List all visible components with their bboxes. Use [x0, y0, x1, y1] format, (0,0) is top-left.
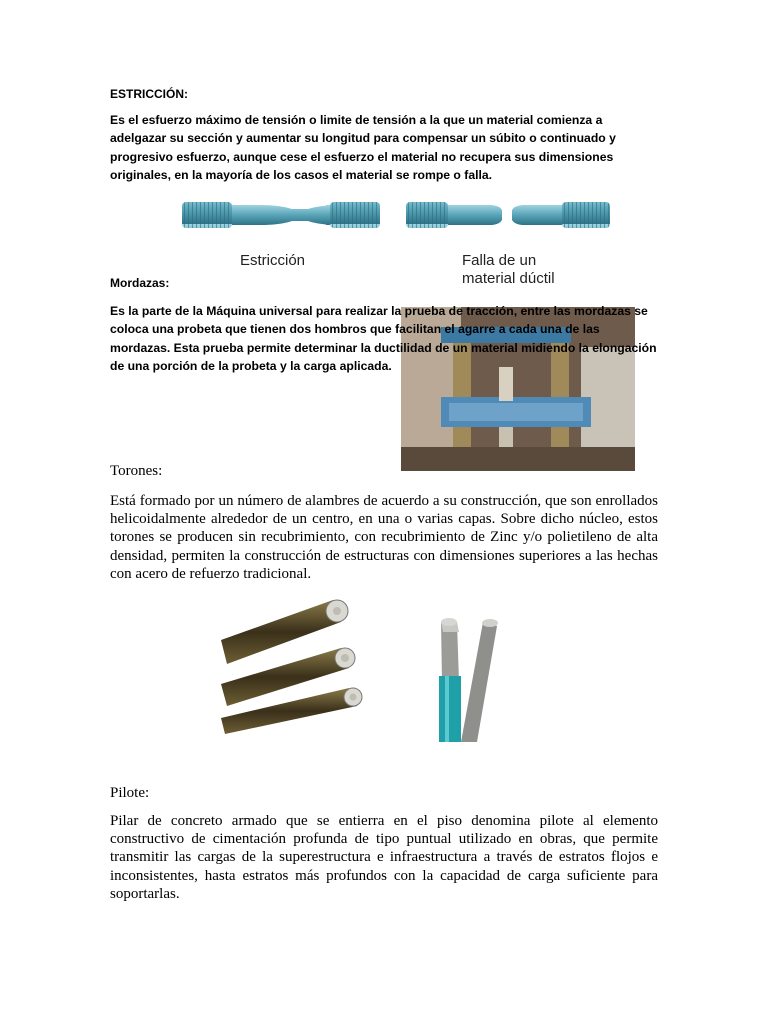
caption-falla-line2: material dúctil: [462, 270, 555, 287]
paragraph-mordazas: Es la parte de la Máquina universal para realizar la prueba de tracción, entre las mordazas se coloca una probeta que tienen dos hombros que facilitan el agarre a cada una de las mordazas. Esta prueba permite determinar la ductilidad de un material midiendo la elongación de una porción de la probeta y la carga aplicada.: [110, 304, 657, 374]
sheathed-strand: [439, 676, 461, 742]
heading-pilote: Pilote:: [110, 785, 150, 801]
caption-falla-line1: Falla de un: [462, 252, 537, 269]
necking-rod: [182, 202, 380, 228]
paragraph-torones: Está formado por un número de alambres de acuerdo a su construcción, que son enrollados helicoidalmente alrededor de un centro, en una o varias capas. Sobre dicho núcleo, estos torones se producen sin recubrimiento, con recubrimiento de Zinc y/o polietileno de alta densidad, permiten la construcción de estructuras con dimensiones superiores a las hechas con acero de refuerzo tradicional.: [110, 493, 658, 582]
heading-mordazas: Mordazas:: [110, 276, 170, 290]
paragraph-pilote: Pilar de concreto armado que se entierra en el piso denomina pilote al elemento constructivo de cimentación profunda de tipo puntual utilizado en obras, que permite transmitir las cargas de la superestructura e infraestructura a través de estratos flojos e inconsistentes, hasta estratos más profundos con la capacidad de carga suficiente para soportarlas.: [110, 813, 658, 902]
caption-estriccion: Estricción: [240, 252, 306, 269]
fractured-rod: [406, 202, 610, 228]
heading-estriccion: ESTRICCIÓN:: [110, 87, 188, 101]
heading-torones: Torones:: [110, 463, 163, 479]
coated-strand-photo: [405, 592, 537, 742]
paragraph-estriccion: Es el esfuerzo máximo de tensión o limite de tensión a la que un material comienza a adelgazar su sección y aumentar su longitud para compensar un súbito o continuado y progresivo esfuerzo, aunque cese el esfuerzo el material no recupera sus dimensiones originales, en la mayoría de los casos el material se rompe o falla.: [110, 113, 616, 183]
steel-strands-photo: [221, 592, 367, 734]
figure-estriccion: [180, 194, 620, 288]
